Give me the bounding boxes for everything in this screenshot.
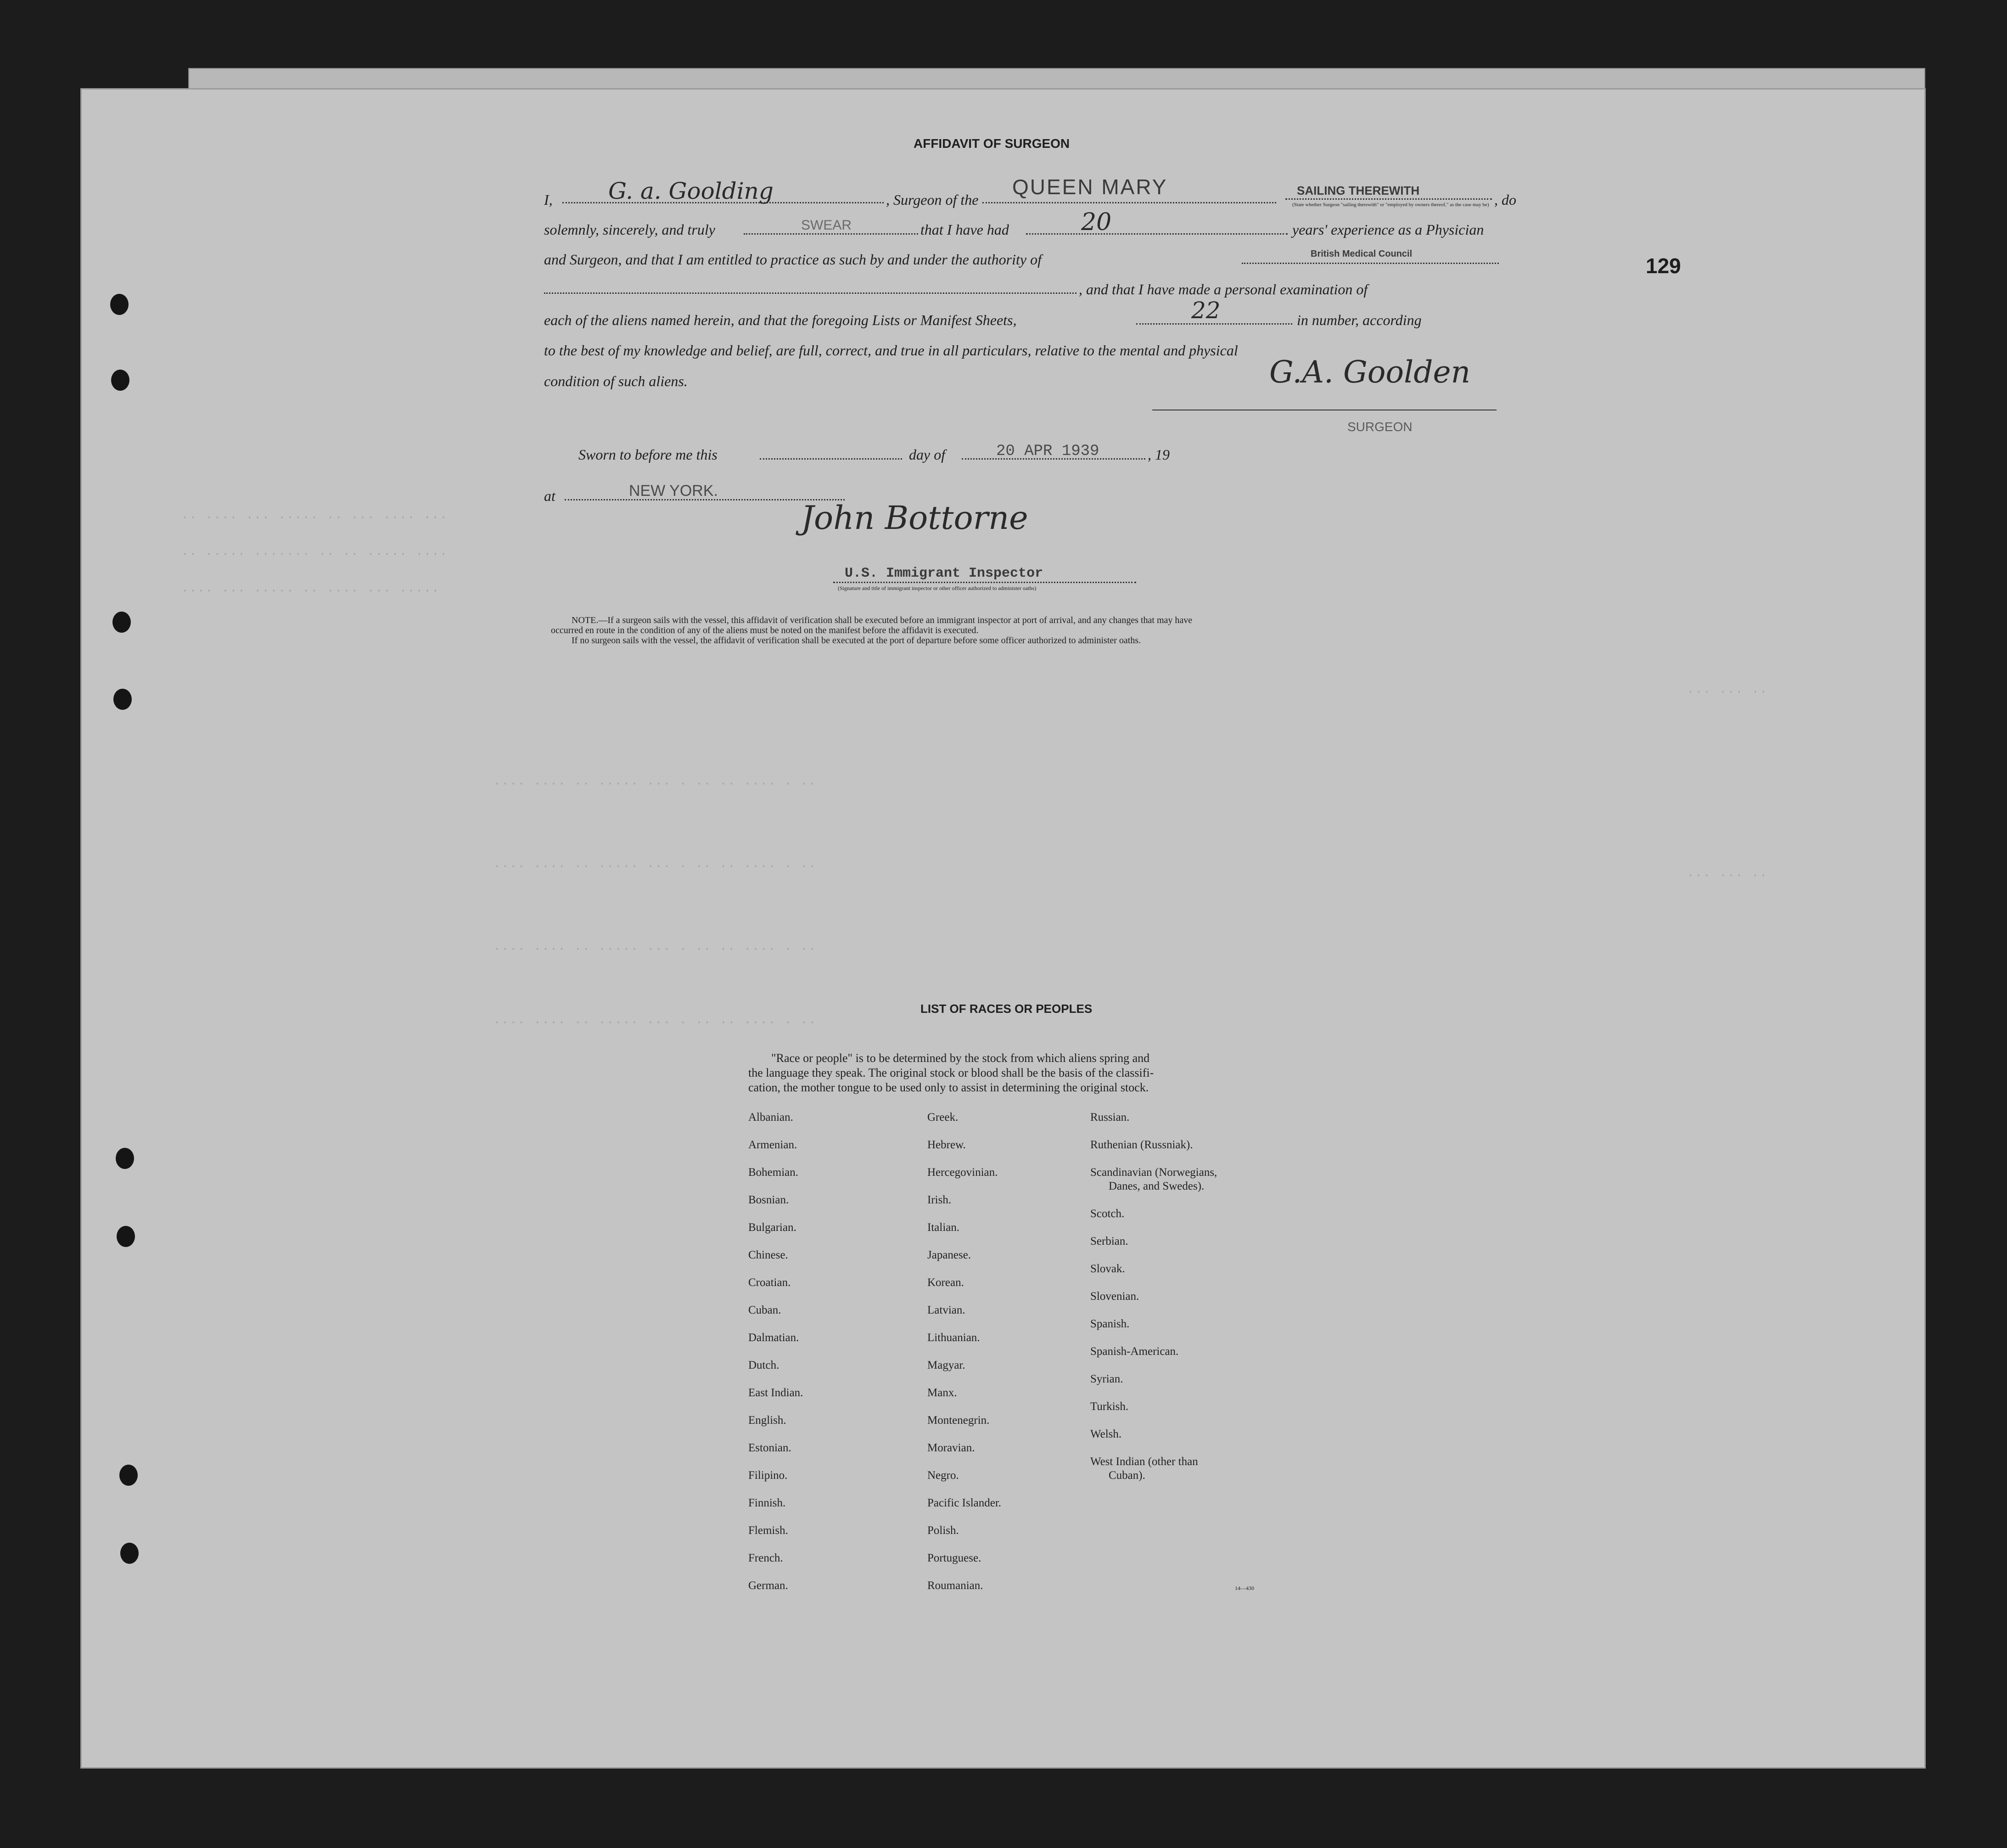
- race-item: Slovenian.: [1090, 1290, 1139, 1303]
- race-item: Serbian.: [1090, 1235, 1128, 1247]
- race-item: Moravian.: [927, 1442, 975, 1454]
- line6: to the best of my knowledge and belief, are full, correct, and true in all particulars, relative to the mental and physical: [544, 342, 1238, 359]
- race-item: Greek.: [927, 1111, 959, 1123]
- race-item: East Indian.: [748, 1387, 803, 1399]
- bleed-through-text: ···· ···· ·· ····· ··· · ·· ·· ···· · ··: [493, 1016, 817, 1029]
- page-number: 129: [1646, 254, 1681, 278]
- race-item: West Indian (other than: [1090, 1455, 1198, 1468]
- race-item: Ruthenian (Russniak).: [1090, 1139, 1193, 1151]
- surgeon-signature: G.A. Goolden: [1269, 354, 1471, 390]
- affidavit-title: AFFIDAVIT OF SURGEON: [914, 136, 1070, 151]
- bleed-through-text: ···· ···· ·· ····· ··· · ·· ·· ···· · ··: [493, 859, 817, 873]
- bleed-through-text: ···· ···· ·· ····· ··· · ·· ·· ···· · ··: [493, 942, 817, 956]
- race-item: French.: [748, 1552, 783, 1564]
- sailing-line: [1285, 198, 1492, 200]
- vessel-name: QUEEN MARY: [1012, 175, 1168, 199]
- authority-line: [1242, 263, 1499, 264]
- race-item: Japanese.: [927, 1249, 971, 1261]
- race-item: Spanish.: [1090, 1318, 1130, 1330]
- race-item: Italian.: [927, 1221, 960, 1234]
- race-item: Bulgarian.: [748, 1221, 796, 1234]
- binder-hole: [110, 294, 129, 315]
- race-item: Korean.: [927, 1276, 964, 1289]
- bleed-through-text: ···· ···· ·· ····· ··· · ·· ·· ···· · ··: [493, 777, 817, 791]
- race-item: Hebrew.: [927, 1139, 966, 1151]
- binder-hole: [112, 612, 131, 633]
- bleed-through-text: ··· ··· ··: [1687, 869, 1768, 882]
- race-item: Dalmatian.: [748, 1331, 799, 1344]
- race-item: Pacific Islander.: [927, 1497, 1002, 1509]
- binder-hole: [113, 689, 132, 710]
- form-number: 14—430: [1235, 1585, 1254, 1591]
- race-item: Spanish-American.: [1090, 1345, 1179, 1358]
- line3: and Surgeon, and that I am entitled to practice as such by and under the authority of: [544, 251, 1042, 268]
- binder-hole: [117, 1226, 135, 1247]
- race-item: Bohemian.: [748, 1166, 799, 1179]
- races-intro-2: the language they speak. The original stock or blood shall be the basis of the classifi-: [748, 1066, 1154, 1079]
- inspector-line: [833, 582, 1136, 583]
- race-item: Magyar.: [927, 1359, 965, 1371]
- race-item: Montenegrin.: [927, 1414, 990, 1427]
- line1-pre: I,: [544, 191, 553, 208]
- authority-stamp: British Medical Council: [1311, 249, 1413, 259]
- race-item: Flemish.: [748, 1524, 788, 1537]
- surgeon-name: G. a. Goolding: [608, 178, 774, 204]
- bleed-through-text: ·· ····· ······· ·· ·· ····· ····: [181, 547, 448, 561]
- races-intro-1: "Race or people" is to be determined by the stock from which aliens spring and: [771, 1051, 1150, 1065]
- line1-mid: , Surgeon of the: [886, 191, 979, 208]
- race-item: Portuguese.: [927, 1552, 981, 1564]
- years-line: [1026, 233, 1288, 235]
- race-item: Chinese.: [748, 1249, 788, 1261]
- race-item: Turkish.: [1090, 1400, 1129, 1413]
- sheets-count: 22: [1191, 297, 1221, 324]
- race-item: Negro.: [927, 1469, 959, 1482]
- inspector-title: U.S. Immigrant Inspector: [845, 566, 1043, 581]
- race-item: Slovak.: [1090, 1263, 1125, 1275]
- sworn-day-line: [760, 458, 902, 460]
- day-of: day of: [909, 446, 946, 463]
- note-line-3: If no surgeon sails with the vessel, the affidavit of verification shall be executed at the port of departure before some officer authorized to administer oaths.: [572, 635, 1141, 646]
- race-item: Russian.: [1090, 1111, 1130, 1123]
- authority-continued-line: [544, 292, 1076, 294]
- place-stamp: NEW YORK.: [629, 482, 718, 500]
- line2-pre: solemnly, sincerely, and truly: [544, 221, 715, 238]
- race-item: Welsh.: [1090, 1428, 1122, 1440]
- line4-end: , and that I have made a personal examination of: [1079, 281, 1368, 298]
- races-title: LIST OF RACES OR PEOPLES: [920, 1002, 1093, 1016]
- inspector-note: (Signature and title of immigrant inspector or other officer authorized to administer oaths): [838, 585, 1037, 591]
- binder-hole: [120, 1543, 139, 1564]
- race-item: Cuban).: [1109, 1469, 1145, 1482]
- at-label: at: [544, 488, 555, 504]
- race-item: Bosnian.: [748, 1194, 789, 1206]
- race-item: Danes, and Swedes).: [1109, 1180, 1205, 1192]
- affidavit-sheet: [80, 88, 1926, 1769]
- race-item: Lithuanian.: [927, 1331, 980, 1344]
- race-item: Polish.: [927, 1524, 959, 1537]
- line5-end: in number, according: [1297, 312, 1422, 328]
- race-item: Scandinavian (Norwegians,: [1090, 1166, 1217, 1179]
- binder-hole: [111, 370, 129, 391]
- sailing-stamp: SAILING THEREWITH: [1297, 184, 1420, 197]
- years-value: 20: [1081, 208, 1112, 236]
- race-item: Cuban.: [748, 1304, 781, 1316]
- date-stamp: 20 APR 1939: [996, 443, 1099, 460]
- race-item: Irish.: [927, 1194, 952, 1206]
- binder-hole: [119, 1465, 138, 1486]
- race-item: Scotch.: [1090, 1208, 1125, 1220]
- bleed-through-text: ··· ··· ··: [1687, 685, 1768, 699]
- line2-mid: that I have had: [920, 221, 1009, 238]
- surgeon-stamp: SURGEON: [1347, 420, 1413, 434]
- oath-line: [744, 233, 918, 235]
- race-item: Latvian.: [927, 1304, 965, 1316]
- sworn-pre: Sworn to before me this: [578, 446, 718, 463]
- line5-pre: each of the aliens named herein, and that the foregoing Lists or Manifest Sheets,: [544, 312, 1017, 328]
- race-item: English.: [748, 1414, 786, 1427]
- race-item: Dutch.: [748, 1359, 779, 1371]
- oath-word: SWEAR: [801, 218, 852, 233]
- race-item: German.: [748, 1579, 788, 1592]
- race-item: Finnish.: [748, 1497, 786, 1509]
- race-item: Filipino.: [748, 1469, 788, 1482]
- binder-hole: [116, 1148, 134, 1169]
- race-item: Manx.: [927, 1387, 957, 1399]
- race-item: Albanian.: [748, 1111, 793, 1123]
- race-item: Syrian.: [1090, 1373, 1123, 1385]
- bleed-through-text: ···· ··· ····· ·· ···· ··· ·····: [181, 584, 440, 598]
- race-item: Armenian.: [748, 1139, 797, 1151]
- races-intro-3: cation, the mother tongue to be used only to assist in determining the original stock.: [748, 1081, 1149, 1094]
- inspector-signature: John Bottorne: [801, 499, 1028, 537]
- line7: condition of such aliens.: [544, 373, 688, 389]
- sailing-note: (State whether Surgeon "sailing therewith" or "employed by owners thereof," as the case may be): [1292, 202, 1489, 208]
- vessel-line: [982, 202, 1276, 203]
- race-item: Hercegovinian.: [927, 1166, 998, 1179]
- note-line-2: occurred en route in the condition of any of the aliens must be noted on the manifest before the affidavit is executed.: [551, 625, 979, 635]
- bleed-through-text: ·· ···· ··· ····· ·· ··· ···· ···: [181, 511, 448, 524]
- race-item: Estonian.: [748, 1442, 791, 1454]
- note-line-1: NOTE.—If a surgeon sails with the vessel, this affidavit of verification shall be executed before an immigrant inspector at port of arrival, and any changes that may have: [572, 615, 1193, 625]
- year-prefix: , 19: [1148, 446, 1170, 463]
- line1-end: , do: [1494, 191, 1516, 208]
- line2-end: years' experience as a Physician: [1292, 221, 1484, 238]
- race-item: Croatian.: [748, 1276, 791, 1289]
- race-item: Roumanian.: [927, 1579, 983, 1592]
